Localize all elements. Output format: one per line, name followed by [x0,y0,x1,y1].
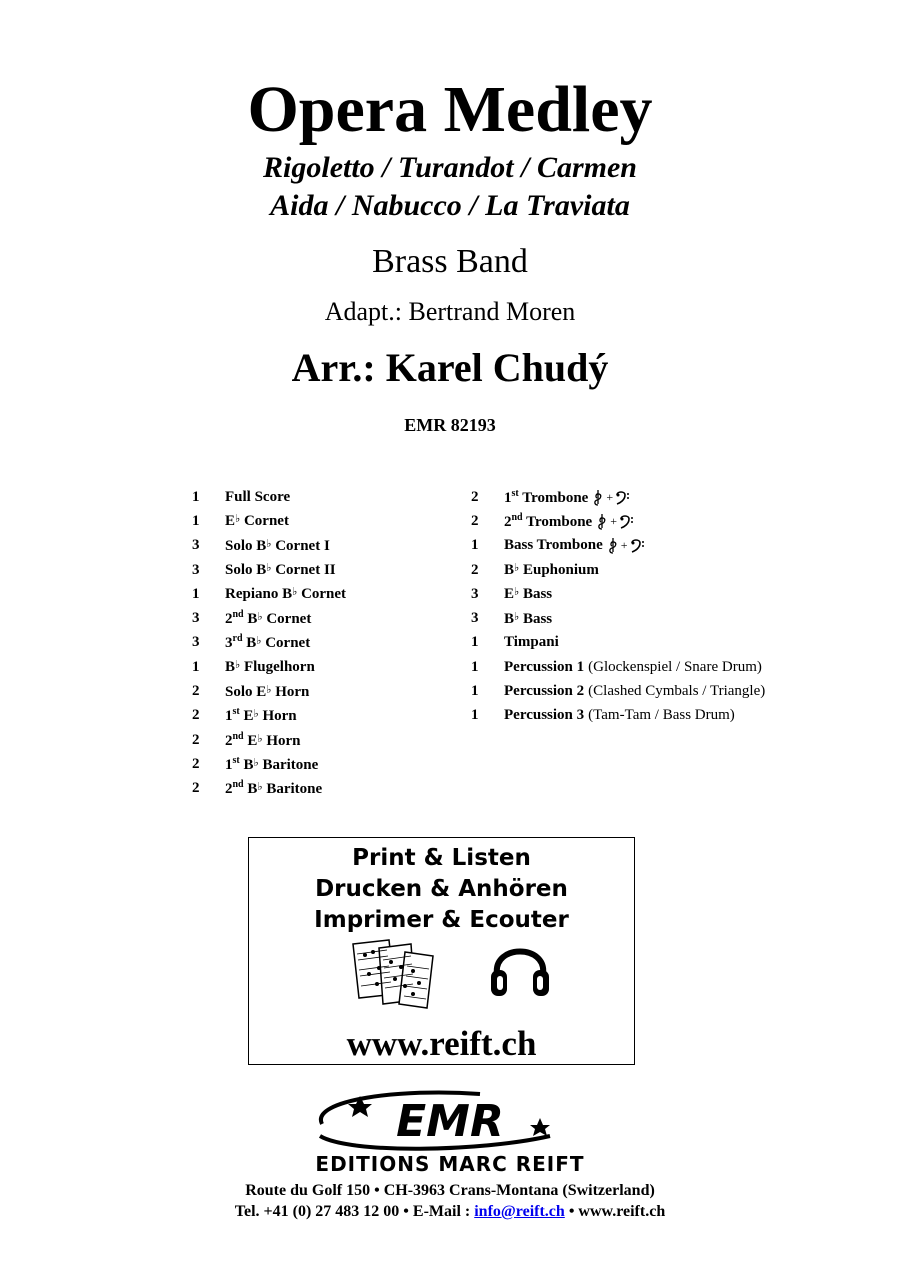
part-quantity: 2 [192,731,200,748]
part-name: 1st B♭ Baritone [225,754,319,773]
part-name: B♭ Flugelhorn [225,659,315,676]
part-row [471,679,871,703]
website-text: • www.reift.ch [568,1203,666,1220]
part-name: 2nd B♭ Baritone [225,779,323,798]
part-name: B♭ Euphonium [504,562,599,579]
print-listen-box [248,837,635,1065]
part-row [192,704,452,728]
part-name: 3rd B♭ Cornet [225,633,311,652]
part-quantity: 3 [192,610,200,627]
ensemble-label: Brass Band [372,243,528,280]
part-quantity: 1 [471,683,479,700]
clef-indicator [591,489,630,506]
email-link[interactable]: info@reift.ch [474,1203,565,1220]
parts-list-right [471,485,871,728]
part-row [192,485,452,509]
promo-line-3: Imprimer & Ecouter [314,907,569,933]
clef-plus: + [610,513,618,528]
part-name: 2nd E♭ Horn [225,730,301,749]
treble-clef-icon [595,513,608,530]
part-row [192,582,452,606]
part-quantity: 1 [471,658,479,675]
part-name: E♭ Cornet [225,513,289,530]
part-row [192,606,452,630]
part-name: Bass Trombone [504,537,603,554]
part-quantity: 1 [192,488,200,505]
part-row [192,777,452,801]
part-quantity: 3 [471,585,479,602]
part-row [192,509,452,533]
part-row [471,631,871,655]
part-quantity: 2 [192,683,200,700]
part-row [471,606,871,630]
bass-clef-icon [615,490,630,505]
part-name: Repiano B♭ Cornet [225,586,347,603]
part-row [471,655,871,679]
adaptation-credit: Adapt.: Bertrand Moren [324,297,576,326]
promo-line-1: Print & Listen [352,845,531,871]
part-quantity: 1 [471,537,479,554]
part-quantity: 1 [192,512,200,529]
clef-indicator [606,537,645,554]
part-row [471,558,871,582]
part-quantity: 2 [192,755,200,772]
page-title: Opera Medley [247,73,653,146]
part-name: Solo B♭ Cornet I [225,537,330,554]
part-row [192,728,452,752]
part-row [471,704,871,728]
catalog-number: EMR 82193 [404,415,496,435]
treble-clef-icon [591,489,604,506]
subtitle-line-2: Aida / Nabucco / La Traviata [270,189,630,222]
publisher-address: Route du Golf 150 • CH-3963 Crans-Montana (Switzerland) [245,1182,655,1199]
bass-clef-icon [619,514,634,529]
part-name: E♭ Bass [504,586,553,603]
part-note: (Tam-Tam / Bass Drum) [588,707,735,724]
part-quantity: 1 [192,585,200,602]
part-name: Solo E♭ Horn [225,683,310,700]
publisher-name: EDITIONS MARC REIFT [315,1152,585,1176]
part-quantity: 3 [192,634,200,651]
part-name: 2nd Trombone [504,511,593,530]
logo-text: EMR [396,1096,504,1147]
part-quantity: 3 [471,610,479,627]
part-row [471,582,871,606]
part-name: Percussion 3 [504,707,585,724]
part-name: B♭ Bass [504,610,553,627]
bass-clef-icon [630,538,645,553]
headphones-icon [489,934,551,1000]
part-name: 2nd B♭ Cornet [225,609,312,628]
part-quantity: 3 [192,561,200,578]
promo-website[interactable]: www.reift.ch [346,1024,537,1063]
part-quantity: 2 [471,561,479,578]
part-quantity: 1 [471,707,479,724]
phone-text: Tel. +41 (0) 27 483 12 00 • E-Mail : [234,1203,471,1220]
clef-plus: + [620,538,628,553]
part-row [471,534,871,558]
sheet-music-icon [349,938,441,1010]
part-row [192,679,452,703]
part-row [192,631,452,655]
part-name: Timpani [504,634,559,651]
treble-clef-icon [606,537,619,554]
part-name: Solo B♭ Cornet II [225,562,336,579]
arranger-credit: Arr.: Karel Chudý [291,345,609,390]
part-row [192,558,452,582]
part-row [192,655,452,679]
clef-plus: + [606,489,614,504]
part-quantity: 1 [471,634,479,651]
part-note: (Glockenspiel / Snare Drum) [588,658,762,675]
part-name: Full Score [225,488,291,505]
part-quantity: 3 [192,537,200,554]
part-quantity: 2 [471,488,479,505]
publisher-contact [0,1202,900,1222]
subtitle-line-1: Rigoletto / Turandot / Carmen [263,151,637,184]
part-quantity: 1 [192,658,200,675]
promo-line-2: Drucken & Anhören [315,876,568,902]
part-row [471,485,871,509]
part-name: Percussion 1 [504,658,585,675]
part-row [471,509,871,533]
part-row [192,534,452,558]
part-quantity: 2 [471,512,479,529]
part-row [192,752,452,776]
part-quantity: 2 [192,707,200,724]
part-quantity: 2 [192,780,200,797]
part-note: (Clashed Cymbals / Triangle) [588,683,766,700]
parts-list-left [192,485,452,801]
part-name: 1st Trombone [504,487,589,506]
part-name: 1st E♭ Horn [225,706,297,725]
part-name: Percussion 2 [504,683,585,700]
clef-indicator [595,513,634,530]
